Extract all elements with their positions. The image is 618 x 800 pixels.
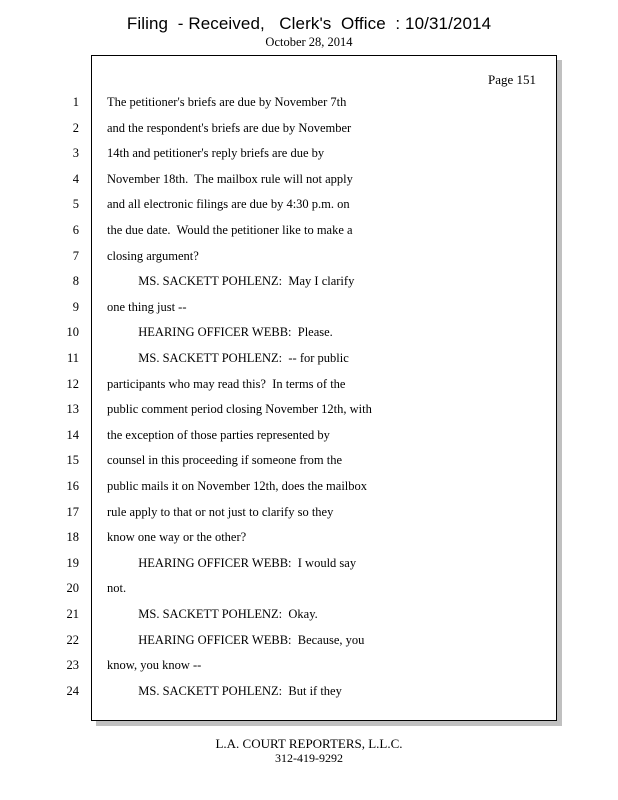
- line-number: 8: [72, 274, 79, 289]
- transcript-line-text: closing argument?: [107, 248, 199, 263]
- transcript-line-text: rule apply to that or not just to clarify so they: [107, 504, 334, 519]
- transcript-line-text: public mails it on November 12th, does the mailbox: [107, 479, 368, 493]
- line-number: 15: [66, 453, 79, 468]
- transcript-line-text: the exception of those parties represented by: [107, 427, 330, 442]
- transcript-line-text: and the respondent's briefs are due by November: [107, 120, 352, 135]
- line-number: 13: [66, 402, 79, 417]
- line-number: 19: [66, 555, 79, 570]
- transcript-line-text: counsel in this proceeding if someone from the: [107, 453, 343, 468]
- transcript-line-text: know one way or the other?: [107, 530, 247, 545]
- line-number: 14: [66, 427, 79, 442]
- transcript-line-text: one thing just --: [107, 299, 187, 314]
- line-number: 5: [72, 197, 79, 212]
- transcript-line-text: 14th and petitioner's reply briefs are due by: [107, 146, 325, 161]
- transcript-line-text: MS. SACKETT POHLENZ: But if they: [107, 683, 342, 698]
- transcript-line-text: participants who may read this? In terms of the: [107, 376, 346, 391]
- transcript-line-text: The petitioner's briefs are due by November 7th: [107, 95, 347, 109]
- line-number: 22: [66, 632, 79, 647]
- line-number: 2: [72, 120, 79, 135]
- reporter-company: L.A. COURT REPORTERS, L.L.C.: [215, 736, 403, 751]
- transcript-line-text: the due date. Would the petitioner like to make a: [107, 223, 353, 237]
- transcript-line-text: not.: [107, 581, 127, 596]
- line-number: 3: [72, 146, 79, 161]
- transcript-line-text: know, you know --: [107, 658, 202, 673]
- line-number: 10: [66, 325, 79, 340]
- transcript-line-text: and all electronic filings are due by 4:30 p.m. on: [107, 197, 350, 212]
- line-number: 20: [66, 581, 79, 596]
- line-number: 7: [72, 248, 79, 263]
- transcript-line-text: MS. SACKETT POHLENZ: Okay.: [107, 607, 318, 621]
- line-number: 17: [66, 504, 79, 519]
- line-number: 4: [72, 171, 79, 186]
- transcript-line-text: public comment period closing November 12th, with: [107, 402, 372, 417]
- line-number: 12: [66, 376, 79, 391]
- line-number: 6: [72, 223, 79, 237]
- transcript-line-text: HEARING OFFICER WEBB: Please.: [107, 325, 333, 340]
- filing-stamp: Filing - Received, Clerk's Office : 10/31/2014: [126, 14, 492, 33]
- transcript-line-text: MS. SACKETT POHLENZ: May I clarify: [107, 274, 355, 289]
- line-number: 11: [66, 351, 79, 365]
- transcript-line-text: HEARING OFFICER WEBB: Because, you: [107, 632, 365, 647]
- line-number: 16: [66, 479, 79, 493]
- line-number: 18: [66, 530, 79, 545]
- line-number: 23: [66, 658, 79, 673]
- line-number: 21: [66, 607, 79, 621]
- line-number: 1: [72, 95, 79, 109]
- line-number: 24: [66, 683, 79, 698]
- transcript-line-text: November 18th. The mailbox rule will not apply: [107, 171, 353, 186]
- line-number: 9: [72, 299, 79, 314]
- hearing-date: October 28, 2014: [265, 35, 353, 49]
- reporter-phone: 312-419-9292: [275, 751, 343, 765]
- transcript-line-text: HEARING OFFICER WEBB: I would say: [107, 555, 357, 570]
- transcript-line-text: MS. SACKETT POHLENZ: -- for public: [107, 351, 349, 365]
- page-number: Page 151: [488, 72, 537, 87]
